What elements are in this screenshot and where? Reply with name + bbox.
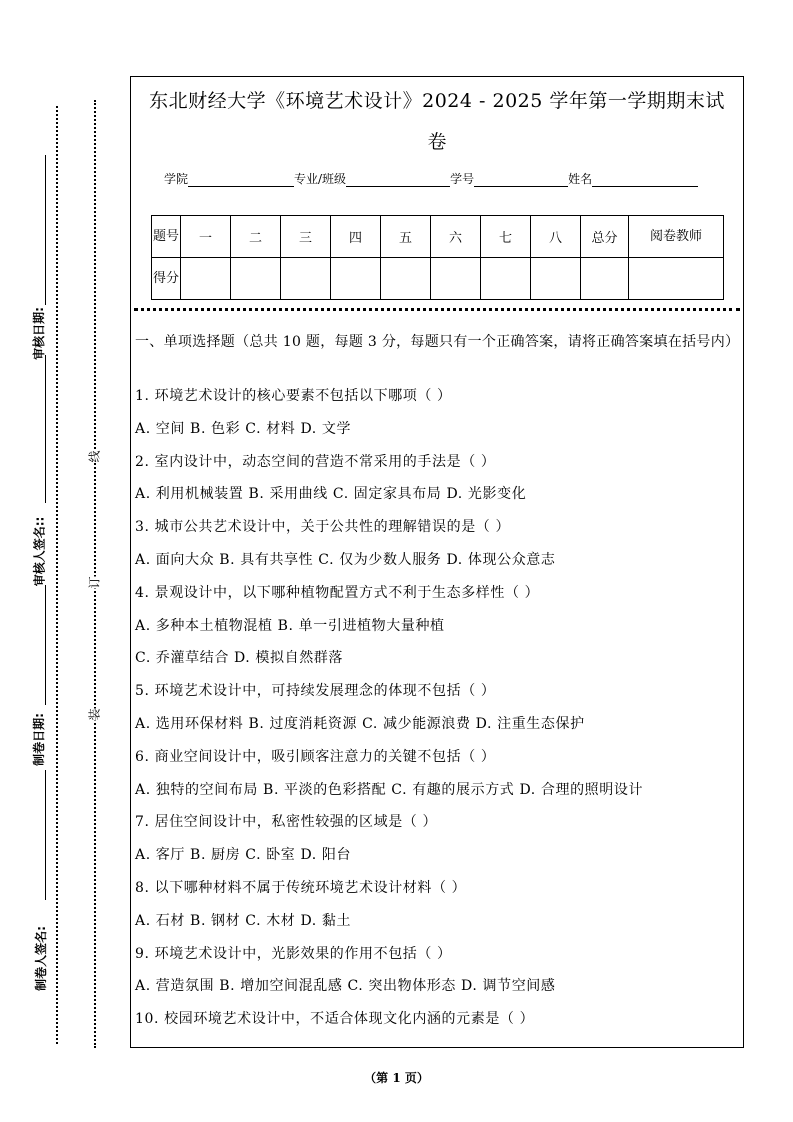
question-3: 3. 城市公共艺术设计中，关于公共性的理解错误的是（ ） [135,519,511,535]
question-10: 10. 校园环境艺术设计中，不适合体现文化内涵的元素是（ ） [135,1011,535,1027]
dotted-separator [134,308,740,311]
section-heading: 一、单项选择题（总共 10 题，每题 3 分，每题只有一个正确答案，请将正确答案填在括号内） [135,334,740,350]
score-cell[interactable] [231,258,281,300]
question-8-options: A. 石材 B. 钢材 C. 木材 D. 黏土 [135,913,352,929]
binding-dotted-line-inner [94,100,96,1048]
maker-sign-underline [45,770,46,900]
reviewer-sign-underline [45,355,46,503]
question-7: 7. 居住空间设计中，私密性较强的区域是（ ） [135,814,438,830]
score-cell[interactable] [331,258,381,300]
question-2: 2. 室内设计中，动态空间的营造不常采用的手法是（ ） [135,454,496,470]
major-class-label: 专业/班级 [294,172,347,186]
score-table-score-row [152,258,724,300]
question-1: 1. 环境艺术设计的核心要素不包括以下哪项（ ） [135,388,452,404]
col-header: 一 [181,216,231,258]
score-cell[interactable] [281,258,331,300]
question-8: 8. 以下哪种材料不属于传统环境艺术设计材料（ ） [135,880,467,896]
question-6: 6. 商业空间设计中，吸引顾客注意力的关键不包括（ ） [135,749,496,765]
page-number: （第 1 页） [364,1071,429,1085]
score-cell[interactable] [531,258,581,300]
make-date-underline [45,585,46,705]
binding-bind-char: 订 [87,576,102,589]
major-class-field[interactable] [346,172,450,187]
question-5: 5. 环境艺术设计中，可持续发展理念的体现不包括（ ） [135,683,496,699]
col-header: 六 [431,216,481,258]
question-3-options: A. 面向大众 B. 具有共享性 C. 仅为少数人服务 D. 体现公众意志 [135,552,556,568]
total-header: 总分 [581,216,629,258]
exam-title: 东北财经大学《环境艺术设计》2024 - 2025 学年第一学期期末试 [149,90,725,112]
col-header: 二 [231,216,281,258]
student-id-field[interactable] [474,172,568,187]
make-date-label: 制卷日期: [31,713,46,766]
reviewer-header: 阅卷教师 [629,216,724,258]
question-7-options: A. 客厅 B. 厨房 C. 卧室 D. 阳台 [135,847,352,863]
score-cell[interactable] [481,258,531,300]
score-table-header-row [152,216,724,258]
col-header: 八 [531,216,581,258]
name-field[interactable] [592,172,698,187]
college-label: 学院 [164,172,189,186]
question-1-options: A. 空间 B. 色彩 C. 材料 D. 文学 [135,421,352,437]
total-score-cell[interactable] [581,258,629,300]
question-4-options-b: C. 乔灌草结合 D. 模拟自然群落 [135,650,343,666]
college-field[interactable] [188,172,294,187]
score-cell[interactable] [181,258,231,300]
col-header: 三 [281,216,331,258]
question-9: 9. 环境艺术设计中，光影效果的作用不包括（ ） [135,946,452,962]
binding-line-char: 线 [87,450,102,463]
score-cell[interactable] [381,258,431,300]
review-date-label: 审核日期: [31,307,46,360]
reviewer-sign-label: 审核人签名:: [32,516,47,587]
binding-fold-char: 装 [87,708,102,721]
maker-sign-label: 制卷人签名: [33,926,48,991]
exam-title-continued: 卷 [427,131,447,153]
score-table [151,215,724,300]
question-4-options-a: A. 多种本土植物混植 B. 单一引进植物大量种植 [135,618,445,634]
score-cell[interactable] [431,258,481,300]
question-number-header: 题号 [152,216,181,258]
student-id-label: 学号 [450,172,475,186]
question-2-options: A. 利用机械装置 B. 采用曲线 C. 固定家具布局 D. 光影变化 [135,486,527,502]
name-label: 姓名 [568,172,593,186]
question-9-options: A. 营造氛围 B. 增加空间混乱感 C. 突出物体形态 D. 调节空间感 [135,978,556,994]
question-6-options: A. 独特的空间布局 B. 平淡的色彩搭配 C. 有趣的展示方式 D. 合理的照明设计 [135,782,644,798]
student-info-row [164,170,698,187]
binding-dotted-line-outer [56,106,58,1044]
col-header: 四 [331,216,381,258]
review-date-underline [45,155,46,305]
question-4: 4. 景观设计中，以下哪种植物配置方式不利于生态多样性（ ） [135,585,540,601]
question-5-options: A. 选用环保材料 B. 过度消耗资源 C. 减少能源浪费 D. 注重生态保护 [135,716,585,732]
score-row-header: 得分 [152,258,181,300]
reviewer-cell[interactable] [629,258,724,300]
col-header: 五 [381,216,431,258]
col-header: 七 [481,216,531,258]
